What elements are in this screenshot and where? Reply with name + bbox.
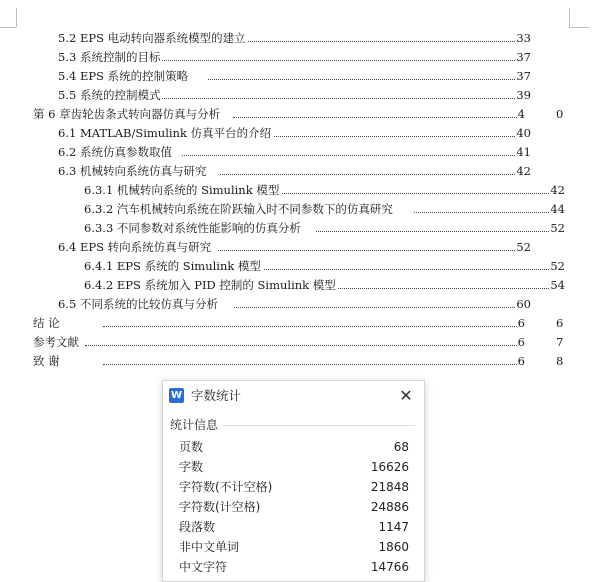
stat-label: 字符数(计空格) <box>179 500 261 514</box>
stat-value: 1147 <box>378 520 409 534</box>
toc-entry-page: 37 <box>516 69 531 83</box>
toc-entry-title: 5.5 系统的控制模式 <box>58 88 161 102</box>
stat-value: 68 <box>393 440 409 454</box>
toc-entry-title: 6.3.1 机械转向系统的 Simulink 模型 <box>84 183 280 197</box>
toc-entry-page: 6 <box>517 335 525 349</box>
close-icon[interactable]: ✕ <box>399 386 413 405</box>
toc-entry[interactable] <box>58 162 531 180</box>
stat-row-chinese-chars <box>173 557 409 577</box>
stat-row-chars-no-spaces <box>173 477 409 497</box>
toc-entry-title: 6.1 MATLAB/Simulink 仿真平台的介绍 <box>58 126 272 140</box>
toc-entry-title: 6.3 机械转向系统仿真与研究 <box>58 164 207 178</box>
stat-row-pages <box>173 437 409 457</box>
toc-entry[interactable] <box>58 48 531 66</box>
toc-entry-title: 第 6 章齿轮齿条式转向器仿真与分析 <box>33 107 221 121</box>
toc-entry-title: 6.4.2 EPS 系统加入 PID 控制的 Simulink 模型 <box>84 278 336 292</box>
toc-entry-page: 39 <box>516 88 531 102</box>
crop-mark <box>569 8 570 27</box>
stat-value: 1860 <box>378 540 409 554</box>
toc-entry[interactable] <box>33 105 525 123</box>
dialog-title: 字数统计 <box>191 388 242 403</box>
toc-entry-title: 6.3.3 不同参数对系统性能影响的仿真分析 <box>84 221 301 235</box>
toc-entry-page: 41 <box>516 145 531 159</box>
stat-label: 字符数(不计空格) <box>179 480 273 494</box>
toc-entry-title: 5.4 EPS 系统的控制策略 <box>58 69 189 83</box>
toc-entry[interactable] <box>58 86 531 104</box>
toc-entry-page: 52 <box>516 240 531 254</box>
toc-entry-page: 52 <box>550 221 565 235</box>
toc-entry-title: 6.2 系统仿真参数取值 <box>58 145 172 159</box>
toc-entry-page: 42 <box>516 164 531 178</box>
crop-mark <box>569 27 589 28</box>
toc-entry[interactable] <box>33 352 525 370</box>
toc-entry[interactable] <box>84 276 565 294</box>
crop-mark <box>16 8 17 27</box>
toc-entry-title: 致 谢 <box>33 354 60 368</box>
toc-entry-page-digit: 7 <box>556 335 564 349</box>
toc-entry-page: 6 <box>517 316 525 330</box>
toc-entry[interactable] <box>58 67 531 85</box>
toc-entry-title: 5.2 EPS 电动转向器系统模型的建立 <box>58 31 246 45</box>
toc-entry[interactable] <box>84 200 565 218</box>
toc-entry-page-digit: 0 <box>556 107 564 121</box>
stat-label: 字数 <box>179 460 204 474</box>
toc-entry-page: 52 <box>550 259 565 273</box>
statistics-section-title: 统计信息 <box>170 418 219 432</box>
toc-entry-page: 60 <box>516 297 531 311</box>
crop-mark <box>0 27 16 28</box>
toc-entry-title: 6.4.1 EPS 系统的 Simulink 模型 <box>84 259 261 273</box>
toc-entry-title: 参考文献 <box>33 335 79 349</box>
stat-value: 21848 <box>370 480 409 494</box>
stat-value: 16626 <box>370 460 409 474</box>
toc-entry-title: 结 论 <box>33 316 60 330</box>
toc-entry[interactable] <box>33 333 525 351</box>
stat-label: 中文字符 <box>179 560 228 574</box>
toc-entry[interactable] <box>33 314 525 332</box>
toc-entry-page: 4 <box>517 107 525 121</box>
toc-entry-page: 40 <box>516 126 531 140</box>
toc-entry-title: 6.5 不同系统的比较仿真与分析 <box>58 297 218 311</box>
toc-entry[interactable] <box>84 219 565 237</box>
word-count-dialog[interactable] <box>162 380 425 582</box>
toc-entry[interactable] <box>84 181 565 199</box>
toc-entry[interactable] <box>58 238 531 256</box>
stat-row-words <box>173 457 409 477</box>
toc-entry-page: 44 <box>550 202 565 216</box>
toc-entry-page: 6 <box>517 354 525 368</box>
toc-entry[interactable] <box>58 143 531 161</box>
toc-entry-title: 6.4 EPS 转向系统仿真与研究 <box>58 240 212 254</box>
toc-entry-title: 6.3.2 汽车机械转向系统在阶跃输入时不同参数下的仿真研究 <box>84 202 393 216</box>
toc-entry-page-digit: 6 <box>556 316 564 330</box>
word-app-icon: W <box>170 390 183 401</box>
toc-entry-page: 37 <box>516 50 531 64</box>
stat-label: 段落数 <box>179 520 216 534</box>
stat-row-paragraphs <box>173 517 409 537</box>
stat-label: 页数 <box>179 440 204 454</box>
stat-label: 非中文单词 <box>179 540 240 554</box>
stat-value: 24886 <box>370 500 409 514</box>
toc-entry-page: 33 <box>516 31 531 45</box>
toc-entry-page: 42 <box>550 183 565 197</box>
toc-entry-title: 5.3 系统控制的目标 <box>58 50 161 64</box>
stat-row-non-chinese-words <box>173 537 409 557</box>
toc-entry[interactable] <box>58 29 531 47</box>
toc-entry[interactable] <box>58 295 531 313</box>
toc-entry[interactable] <box>58 124 531 142</box>
dialog-titlebar[interactable] <box>163 381 424 411</box>
toc-entry-page-digit: 8 <box>556 354 564 368</box>
stat-row-chars-with-spaces <box>173 497 409 517</box>
toc-entry-page: 54 <box>550 278 565 292</box>
stat-value: 14766 <box>370 560 409 574</box>
section-divider <box>223 425 415 426</box>
toc-entry[interactable] <box>84 257 565 275</box>
